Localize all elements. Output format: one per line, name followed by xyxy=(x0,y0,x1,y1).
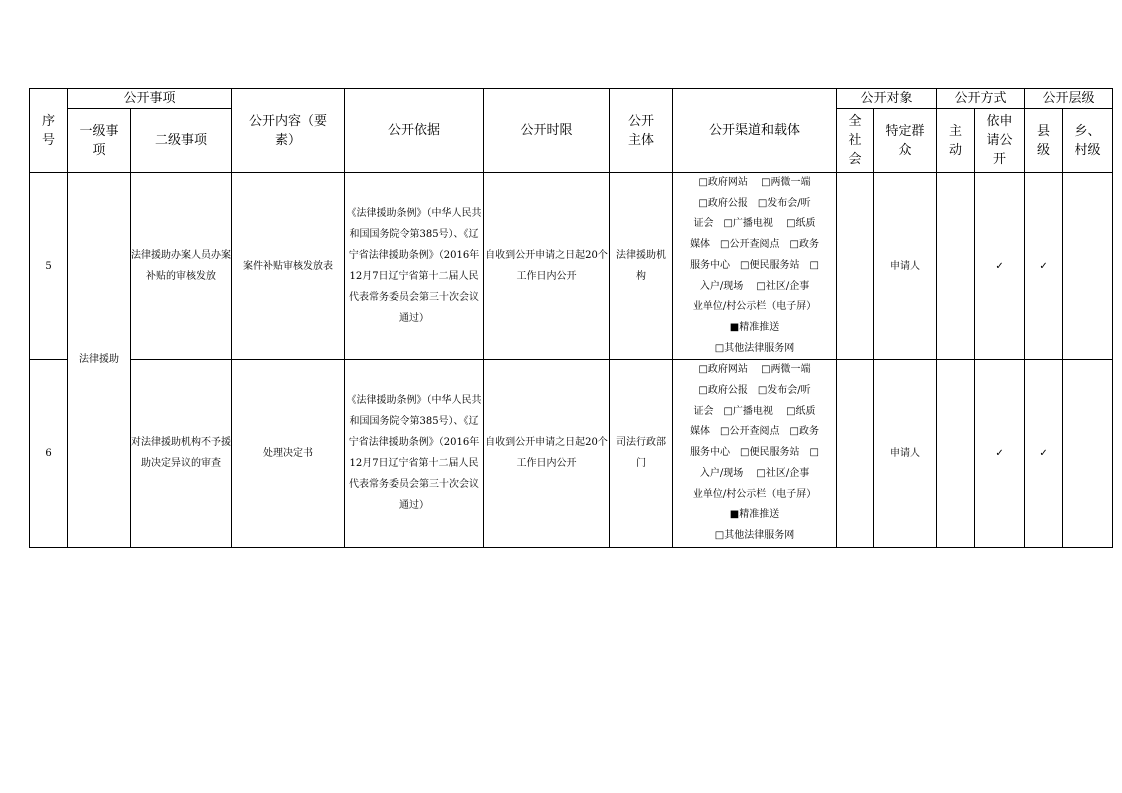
channel-line: ■精准推送 xyxy=(729,509,780,521)
channel-line: 证会 □广播电视 □纸质 xyxy=(693,218,816,230)
cell-level2-text: 法律援助办案人员办案补贴的审核发放 xyxy=(131,250,231,283)
cell-channels xyxy=(673,360,837,547)
header-method-request xyxy=(975,109,1025,173)
check-icon: ✓ xyxy=(975,173,1025,360)
cell-audience-all xyxy=(837,173,874,360)
channel-line: 入户/现场 □社区/企事 xyxy=(699,467,810,479)
channel-line: □政府网站 □两微一端 xyxy=(698,177,811,188)
header-level2: 二级事项 xyxy=(131,109,232,173)
channel-line: □政府公报 □发布会/听 xyxy=(698,385,811,397)
channel-line: 媒体 □公开查阅点 □政务 xyxy=(690,426,819,438)
cell-level1: 法律援助 xyxy=(68,173,131,548)
table-row xyxy=(30,360,1113,547)
header-audience-group: 公开对象 xyxy=(837,89,937,109)
cell-seq: 6 xyxy=(30,360,68,547)
cell-method-active xyxy=(937,360,975,547)
header-audience-specific-text: 特定群众 xyxy=(885,123,925,158)
header-audience-all-text: 全社会 xyxy=(848,114,862,167)
cell-seq: 5 xyxy=(30,173,68,360)
cell-time-limit-text: 自收到公开申请之日起20个工作日内公开 xyxy=(485,437,608,470)
cell-channels xyxy=(673,173,837,360)
cell-level-township xyxy=(1063,173,1113,360)
cell-time-limit xyxy=(484,360,610,547)
disclosure-table xyxy=(29,88,1113,548)
cell-level2-text: 对法律援助机构不予援助决定异议的审查 xyxy=(131,437,231,470)
cell-basis-text: 《法律援助条例》（中华人民共和国国务院令第385号）、《辽宁省法律援助条例》（2016年12月7日辽宁省第十二届人民代表常务委员会第三十次会议通过） xyxy=(346,208,482,325)
header-basis: 公开依据 xyxy=(345,89,484,173)
check-icon: ✓ xyxy=(975,360,1025,547)
header-content-text: 公开内容（要素） xyxy=(249,113,328,148)
header-level1 xyxy=(68,109,131,173)
cell-time-limit xyxy=(484,173,610,360)
header-level-township xyxy=(1063,109,1113,173)
header-subject xyxy=(610,89,673,173)
cell-content xyxy=(232,173,345,360)
cell-audience-specific: 申请人 xyxy=(874,360,937,547)
cell-subject xyxy=(610,360,673,547)
header-level-township-text: 乡、村级 xyxy=(1074,123,1101,158)
header-method-active-text: 主动 xyxy=(949,123,963,158)
cell-basis-text: 《法律援助条例》（中华人民共和国国务院令第385号）、《辽宁省法律援助条例》（2016年12月7日辽宁省第十二届人民代表常务委员会第三十次会议通过） xyxy=(346,395,482,512)
header-level-county-text: 县级 xyxy=(1037,123,1051,158)
header-level-group: 公开层级 xyxy=(1025,89,1113,109)
check-icon: ✓ xyxy=(1025,173,1063,360)
channel-line: 业单位/村公示栏（电子屏） xyxy=(692,488,817,500)
header-seq xyxy=(30,89,68,173)
cell-basis xyxy=(345,173,484,360)
cell-audience-all xyxy=(837,360,874,547)
check-icon: ✓ xyxy=(1025,360,1063,547)
cell-subject xyxy=(610,173,673,360)
channel-line: 入户/现场 □社区/企事 xyxy=(699,280,810,292)
cell-level2 xyxy=(131,173,232,360)
channel-line: □政府网站 □两微一端 xyxy=(698,364,811,376)
header-subject-text: 公开主体 xyxy=(628,113,655,148)
table-row xyxy=(30,173,1113,360)
channel-line: 证会 □广播电视 □纸质 xyxy=(693,405,816,417)
channel-line: 业单位/村公示栏（电子屏） xyxy=(692,301,817,313)
header-level-county xyxy=(1025,109,1063,173)
header-level1-text: 一级事项 xyxy=(79,123,119,158)
header-audience-specific xyxy=(874,109,937,173)
header-channels: 公开渠道和载体 xyxy=(673,89,837,173)
channel-line: 服务中心 □便民服务站 □ xyxy=(690,447,819,459)
header-method-request-text: 依申请公开 xyxy=(986,114,1013,167)
channel-line: □其他法律服务网 xyxy=(714,342,795,354)
cell-subject-text: 司法行政部门 xyxy=(616,437,667,470)
channel-line: □政府公报 □发布会/听 xyxy=(698,197,811,209)
cell-content-text: 处理决定书 xyxy=(263,447,314,459)
channel-line: 服务中心 □便民服务站 □ xyxy=(690,259,819,271)
header-row-top xyxy=(30,89,1113,109)
cell-content-text: 案件补贴审核发放表 xyxy=(243,260,334,272)
channel-line: ■精准推送 xyxy=(729,321,780,333)
header-time-limit: 公开时限 xyxy=(484,89,610,173)
cell-basis xyxy=(345,360,484,547)
channel-line: □其他法律服务网 xyxy=(714,529,795,541)
cell-subject-text: 法律援助机构 xyxy=(616,250,667,283)
header-method-active xyxy=(937,109,975,173)
header-seq-text: 序号 xyxy=(41,113,55,148)
cell-content xyxy=(232,360,345,547)
cell-time-limit-text: 自收到公开申请之日起20个工作日内公开 xyxy=(485,250,608,283)
cell-level2 xyxy=(131,360,232,547)
cell-level-township xyxy=(1063,360,1113,547)
cell-audience-specific: 申请人 xyxy=(874,173,937,360)
header-method-group: 公开方式 xyxy=(937,89,1025,109)
header-matters-group: 公开事项 xyxy=(68,89,232,109)
header-audience-all xyxy=(837,109,874,173)
channel-line: 媒体 □公开查阅点 □政务 xyxy=(690,239,819,251)
cell-method-active xyxy=(937,173,975,360)
header-content xyxy=(232,89,345,173)
